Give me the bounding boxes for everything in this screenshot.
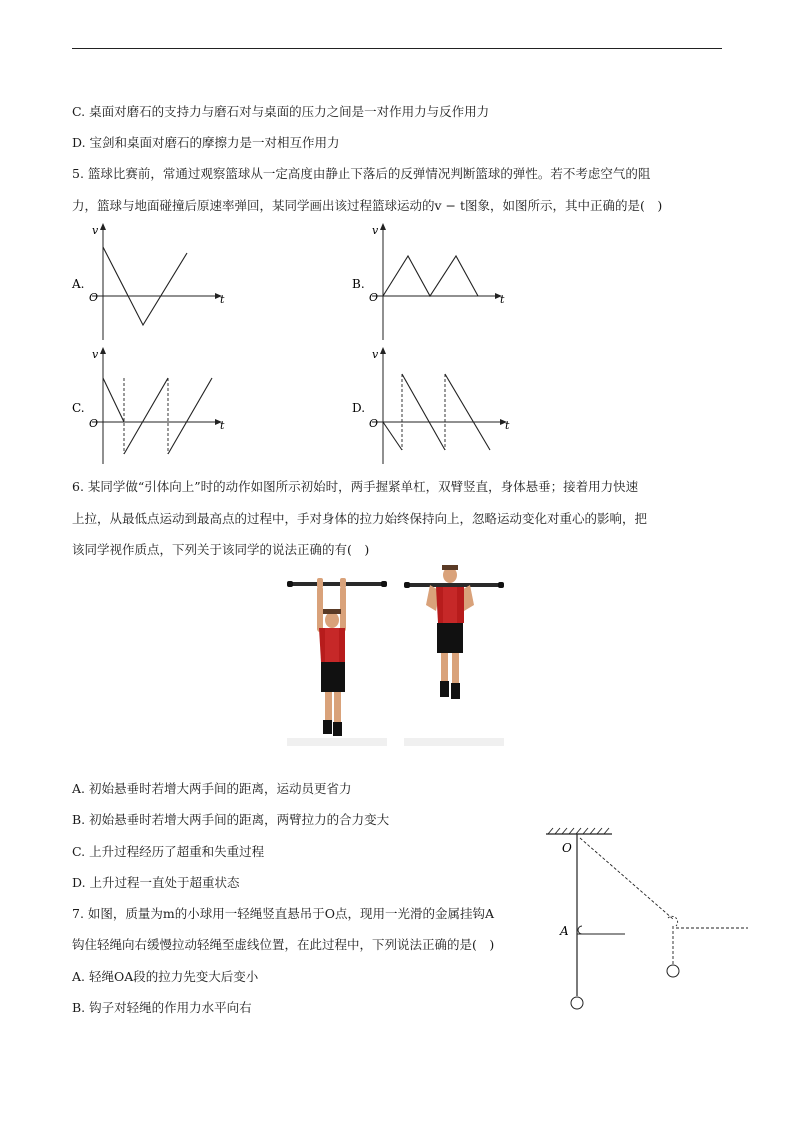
graph-c-v-axis: v [92,348,99,361]
pull-up-top-photo [404,565,504,746]
graph-d [350,344,520,469]
option-a-q6: A. 初始悬垂时若增大两手间的距离，运动员更省力 [72,781,352,796]
graph-a-t-axis: t [220,293,225,306]
graph-b-origin: O [369,291,379,304]
header-rule [72,48,722,49]
graph-a [70,220,240,345]
option-b-q7: B. 钩子对轻绳的作用力水平向右 [72,1000,252,1015]
option-d-q4: D. 宝剑和桌面对磨石的摩擦力是一对相互作用力 [72,135,340,150]
option-a-q7: A. 轻绳OA段的拉力先变大后变小 [72,969,259,984]
graph-a-v-axis: v [92,224,99,237]
question-7-line-2: 钩住轻绳向右缓慢拉动轻绳至虚线位置，在此过程中，下列说法正确的是( ) [72,937,495,952]
graph-c-t-axis: t [220,419,225,432]
question-6-line-1: 6. 某同学做“引体向上”时的动作如图所示初始时，两手握紧单杠，双臂竖直，身体悬垂；接着用力快速 [72,479,639,494]
graph-d-origin: O [369,417,379,430]
graph-d-label: D. [352,401,366,415]
pull-up-hanging-photo [287,568,387,746]
graph-b-t-axis: t [500,293,505,306]
graph-a-label: A. [72,277,85,291]
graph-c-origin: O [89,417,99,430]
option-c-q4: C. 桌面对磨石的支持力与磨石对与桌面的压力之间是一对作用力与反作用力 [72,104,490,119]
option-d-q6: D. 上升过程一直处于超重状态 [72,875,240,890]
question-5-line-2: 力，篮球与地面碰撞后原速率弹回，某同学画出该过程篮球运动的v − t图象，如图所示，其中正确的是( ) [72,198,663,213]
hook-a-label: A [560,924,569,938]
question-7-line-1: 7. 如图，质量为m的小球用一轻绳竖直悬吊于O点，现用一光滑的金属挂钩A [72,906,495,921]
question-6-line-2: 上拉，从最低点运动到最高点的过程中，手对身体的拉力始终保持向上，忽略运动变化对重心的影响，把 [72,511,648,526]
graph-d-t-axis: t [505,419,510,432]
question-6-line-3: 该同学视作质点，下列关于该同学的说法正确的有( ) [72,542,370,557]
question-5-line-1: 5. 篮球比赛前，常通过观察篮球从一定高度由静止下落后的反弹情况判断篮球的弹性。若不考虑空气的阻 [72,166,651,181]
graph-a-origin: O [89,291,99,304]
option-c-q6: C. 上升过程经历了超重和失重过程 [72,844,265,859]
graph-d-v-axis: v [372,348,379,361]
graph-b-v-axis: v [372,224,379,237]
graph-c [70,344,240,469]
graph-b [350,220,520,345]
point-o-label: O [562,841,572,855]
graph-c-label: C. [72,401,85,415]
graph-b-label: B. [352,277,365,291]
option-b-q6: B. 初始悬垂时若增大两手间的距离，两臂拉力的合力变大 [72,812,390,827]
pendulum-hook-figure [540,822,755,1017]
